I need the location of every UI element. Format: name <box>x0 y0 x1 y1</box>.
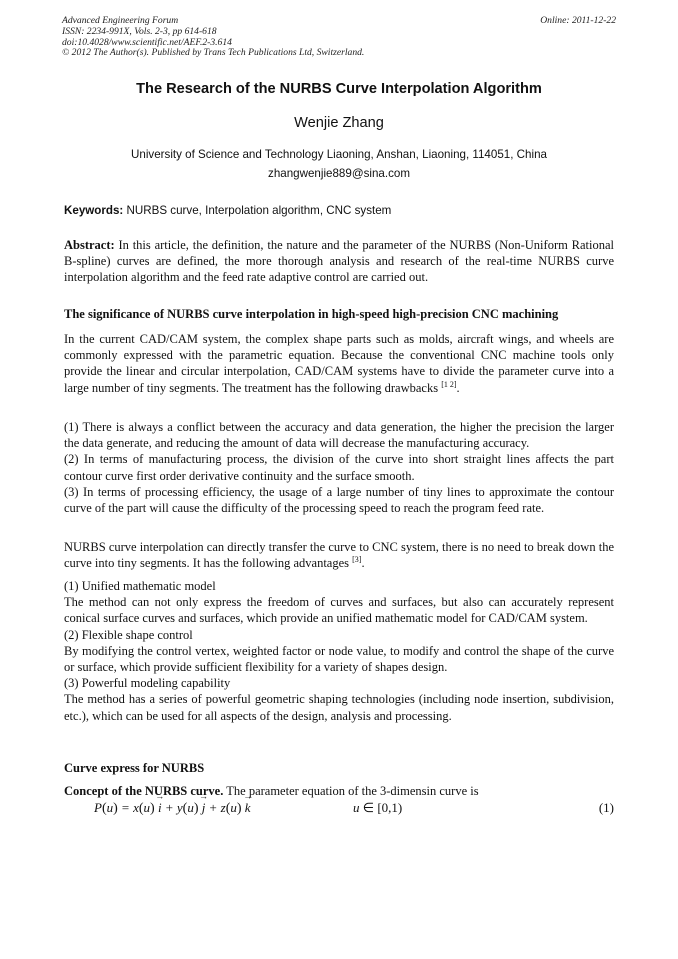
equation-domain: u ∈ [0,1) <box>353 800 403 815</box>
author-email[interactable]: zhangwenjie889@sina.com <box>268 167 410 180</box>
advantages-text: NURBS curve interpolation can directly transfer the curve to CNC system, there is no need to break down the curve into tiny segments. It has the following advantages <box>64 540 614 571</box>
citation-ref: [3] <box>352 555 362 565</box>
concept-label: Concept of the NURBS curve. <box>64 784 224 798</box>
section-heading-significance: The significance of NURBS curve interpolation in high-speed high-precision CNC machining <box>64 307 559 321</box>
advantage-text: By modifying the control vertex, weighted factor or node value, to modify and control the shape of the curve or surface, which provide sufficient flexibility for a variety of shapes design. <box>64 643 614 675</box>
affiliation: University of Science and Technology Liaoning, Anshan, Liaoning, 114051, China <box>131 148 547 161</box>
abstract-text: In this article, the definition, the nature and the parameter of the NURBS (Non-Uniform Rational B-spline) curves are defined, the more thorough analysis and research of the real-time NURBS curve interpolation algorithm and the feed rate adaptive control are carried out. <box>64 238 614 285</box>
equation-1 <box>64 800 614 820</box>
advantages-list <box>64 578 614 724</box>
abstract-label: Abstract: <box>64 238 115 252</box>
journal-header <box>62 16 616 59</box>
concept-paragraph <box>64 783 614 799</box>
doi-line: doi:10.4028/www.scientific.net/AEF.2-3.614 <box>62 36 232 48</box>
issn-line: ISSN: 2234-991X, Vols. 2-3, pp 614-618 <box>62 25 217 37</box>
advantage-title: (3) Powerful modeling capability <box>64 676 231 691</box>
journal-name: Advanced Engineering Forum <box>62 15 179 26</box>
drawback-item: (2) In terms of manufacturing process, the division of the curve into short straight lines affects the part contour curve first order derivative continuity and the surface smooth. <box>64 452 614 483</box>
equation-number: (1) <box>598 800 614 815</box>
drawbacks-list <box>64 419 614 516</box>
citation-ref: [1 2] <box>441 379 457 389</box>
paper-title: The Research of the NURBS Curve Interpolation Algorithm <box>136 81 542 97</box>
online-date: Online: 2011-12-22 <box>540 15 616 26</box>
advantage-text: The method can not only express the freedom of curves and surfaces, but also can accurately represent conical surface curves and surfaces, which provide an unified mathematic model for CAD/CAM system. <box>64 595 614 626</box>
keywords-label: Keywords: <box>64 204 124 217</box>
period: . <box>456 380 460 395</box>
keywords-text: NURBS curve, Interpolation algorithm, CNC system <box>123 204 392 217</box>
period: . <box>361 556 365 571</box>
significance-text: In the current CAD/CAM system, the complex shape parts such as molds, aircraft wings, and wheels are commonly expressed with the parametric equation. Because the conventional CNC machine tools only provide the linear and circular interpolation, CAD/CAM systems have to divide the parameter curve into a large number of tiny segments. The treatment has the following drawbacks <box>64 332 614 395</box>
drawback-item: (3) In terms of processing efficiency, the usage of a large number of tiny lines to approximate the contour curve of the part will cause the difficulty of the processing speed to reach the program feed rate. <box>64 484 614 516</box>
keywords <box>64 204 614 217</box>
advantage-title: (1) Unified mathematic model <box>64 579 216 593</box>
author-name: Wenjie Zhang <box>294 115 384 131</box>
advantage-title: (2) Flexible shape control <box>64 627 193 642</box>
advantages-intro <box>64 539 614 571</box>
concept-text: The parameter equation of the 3-dimensin curve is <box>223 784 479 798</box>
drawback-item: (1) There is always a conflict between the accuracy and data generation, the higher the precision the larger the data generate, and reducing the amount of data will decrease the manufacturing accuracy. <box>64 420 614 451</box>
section-heading-curve-express: Curve express for NURBS <box>64 761 205 775</box>
significance-paragraph <box>64 331 614 396</box>
abstract <box>64 237 614 286</box>
advantage-text: The method has a series of powerful geometric shaping technologies (including node insertion, subdivision, etc.), which can be used for all aspects of the design, analysis and processing. <box>64 692 614 723</box>
copyright-line: © 2012 The Author(s). Published by Trans Tech Publications Ltd, Switzerland. <box>62 47 365 59</box>
equation-expression: P(u) = x(u) → i + y(u) → j + z(u) → k <box>94 800 251 817</box>
